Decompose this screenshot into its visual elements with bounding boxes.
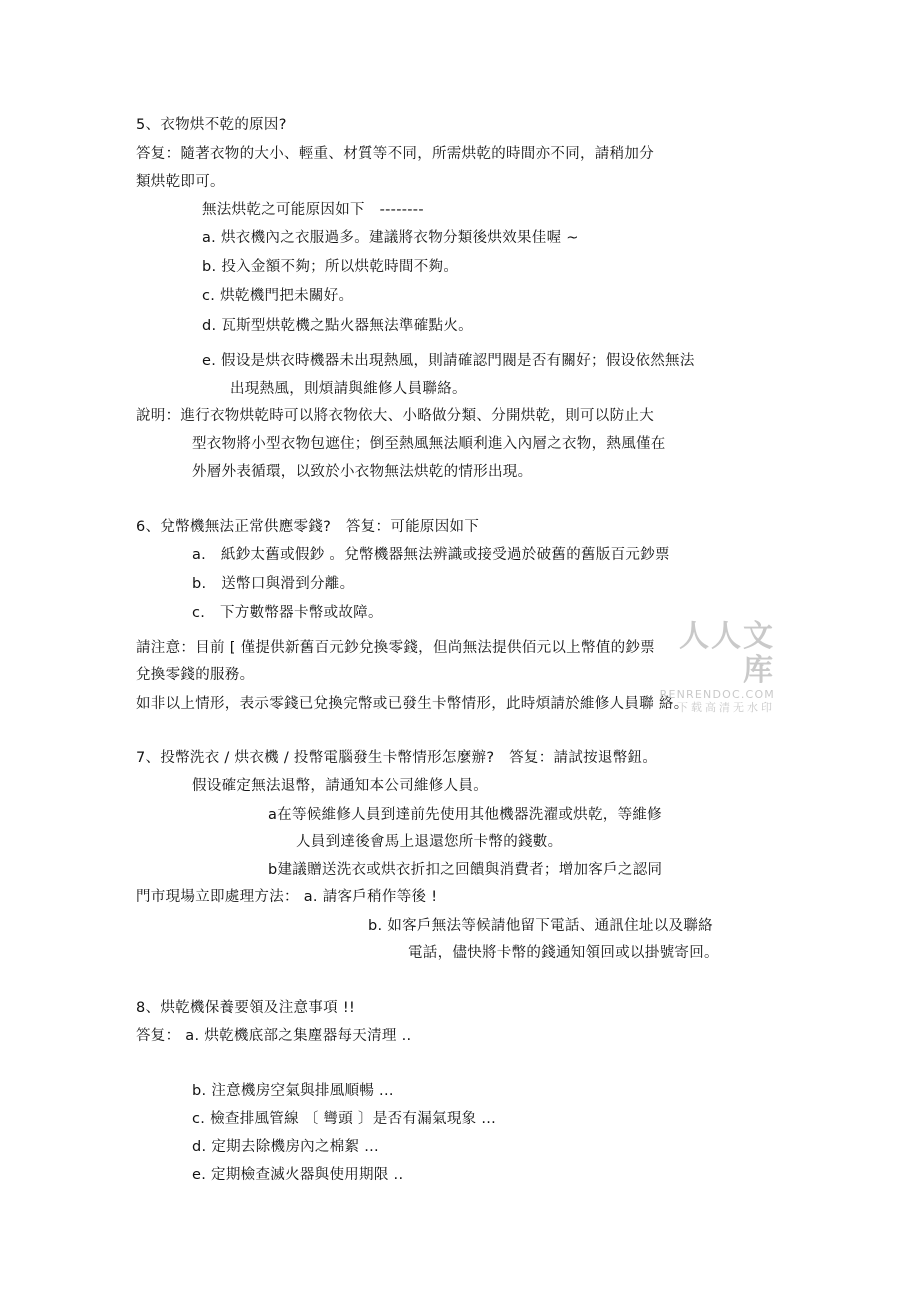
s5-note-line3: 外層外表循環，以致於小衣物無法烘乾的情形出現。 bbox=[192, 464, 533, 480]
s5-item-e-line1: e. 假设是烘衣時機器未出現熱風，則請確認門閥是否有關好；假设依然無法 bbox=[202, 353, 695, 369]
s7-store-method: 門市現場立即處理方法： a. 請客戶稍作等後 ! bbox=[136, 889, 438, 905]
watermark bbox=[650, 620, 775, 715]
s5-item-d: d. 瓦斯型烘乾機之點火器無法準確點火。 bbox=[202, 318, 473, 334]
s7-item-b-line1: b建議贈送洗衣或烘衣折扣之回饋與消費者；增加客戶之認同 bbox=[268, 862, 663, 878]
s6-note-line3: 如非以上情形，表示零錢已兌換完幣或已發生卡幣情形，此時煩請於維修人員聯 絡。 bbox=[136, 696, 689, 712]
s5-title: 5、衣物烘不乾的原因? bbox=[136, 117, 287, 133]
s8-item-a: 答复： a. 烘乾機底部之集塵器每天清理 .. bbox=[136, 1028, 412, 1044]
s7-line2: 假设確定無法退幣，請通知本公司維修人員。 bbox=[192, 778, 488, 794]
s7-title: 7、投幣洗衣 / 烘衣機 / 投幣電腦發生卡幣情形怎麼辦? 答复：請試按退幣鈕。 bbox=[136, 750, 658, 766]
s5-item-e-line2: 出現熱風，則煩請與維修人員聯絡。 bbox=[230, 381, 467, 397]
s8-item-b: b. 注意機房空氣與排風順暢 ... bbox=[192, 1083, 394, 1099]
s5-answer-line2: 類烘乾即可。 bbox=[136, 174, 225, 190]
s6-item-b: b. 送幣口與滑到分離。 bbox=[192, 576, 355, 592]
s5-item-c: c. 烘乾機門把未關好。 bbox=[202, 288, 354, 304]
s6-note-line2: 兌換零錢的服務。 bbox=[136, 667, 255, 683]
s6-title: 6、兌幣機無法正常供應零錢? 答复：可能原因如下 bbox=[136, 519, 480, 535]
s6-note-line1: 請注意：目前 [ 僅提供新舊百元鈔兌換零錢，但尚無法提供佰元以上幣值的鈔票 bbox=[136, 640, 655, 656]
s5-note-line2: 型衣物將小型衣物包遮住；倒至熱風無法順利進入內層之衣物，熱風僅在 bbox=[192, 436, 666, 452]
s7-store-b-line2: 電話，儘快將卡幣的錢通知領回或以掛號寄回。 bbox=[408, 945, 719, 961]
s8-item-e: e. 定期檢查滅火器與使用期限 .. bbox=[192, 1167, 404, 1183]
s8-title: 8、烘乾機保養要領及注意事項 !! bbox=[136, 1000, 356, 1016]
watermark-url: RENRENDOC.COM bbox=[659, 688, 775, 701]
s8-item-c: c. 檢查排風管線 〔 彎頭 〕是否有漏氣現象 ... bbox=[192, 1111, 497, 1127]
s5-item-b: b. 投入金額不夠；所以烘乾時間不夠。 bbox=[202, 259, 459, 275]
s7-item-a-line2: 人員到達後會馬上退還您所卡幣的錢數。 bbox=[296, 834, 563, 850]
s5-answer-line1: 答复：隨著衣物的大小、輕重、材質等不同，所需烘乾的時間亦不同，請稍加分 bbox=[136, 146, 654, 162]
s5-item-a: a. 烘衣機內之衣服過多。建議將衣物分類後烘效果佳喔 ~ bbox=[202, 230, 579, 246]
s7-store-b-line1: b. 如客戶無法等候請他留下電話、通訊住址以及聯絡 bbox=[368, 918, 713, 934]
watermark-title: 人人文库 bbox=[679, 619, 775, 688]
s5-intro: 無法烘乾之可能原因如下 -------- bbox=[202, 202, 424, 218]
s7-item-a-line1: a在等候維修人員到達前先使用其他機器洗濯或烘乾，等維修 bbox=[268, 807, 662, 823]
s6-item-a: a. 紙鈔太舊或假鈔 。兌幣機器無法辨識或接受過於破舊的舊版百元鈔票 bbox=[192, 547, 670, 563]
s6-item-c: c. 下方數幣器卡幣或故障。 bbox=[192, 605, 383, 621]
s5-note-line1: 說明：進行衣物烘乾時可以將衣物依大、小略做分類、分開烘乾，則可以防止大 bbox=[136, 408, 654, 424]
s8-item-d: d. 定期去除機房內之棉絮 ... bbox=[192, 1139, 379, 1155]
watermark-subtitle: 下载高清无水印 bbox=[677, 701, 775, 714]
